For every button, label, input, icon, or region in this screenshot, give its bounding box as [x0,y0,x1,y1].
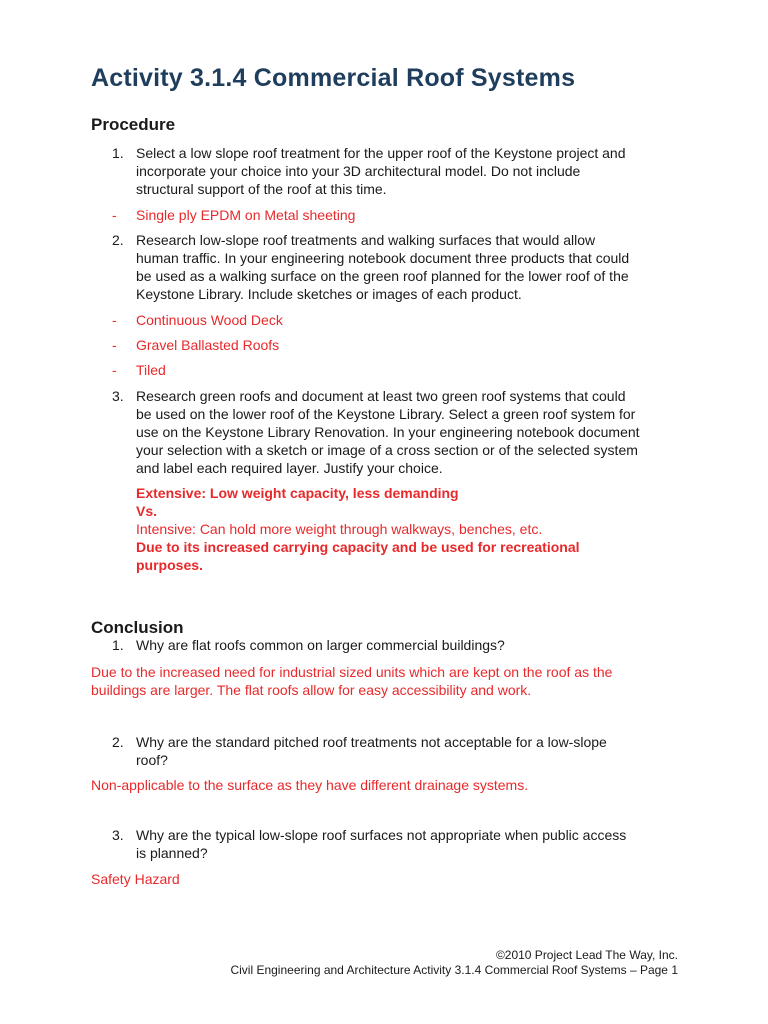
answer-text: Continuous Wood Deck [136,312,283,328]
answer-line: Safety Hazard [91,871,180,887]
question-text [136,636,681,654]
bullet-dash: - [112,337,117,353]
step-line: Research low-slope roof treatments and walking surfaces that would allow [136,232,596,248]
question-line: Why are the typical low-slope roof surfaces not appropriate when public access [136,827,627,843]
bullet-dash: - [112,312,117,328]
step-text [136,144,681,198]
question-text [136,733,681,769]
answer-line: Due to its increased carrying capacity and be used for recreational [136,539,580,555]
conclusion-answer-3 [91,870,671,888]
answer-text: Gravel Ballasted Roofs [136,337,280,353]
answer-line: Extensive: Low weight capacity, less demanding [136,485,459,501]
question-number: 1. [112,637,124,653]
answer-text: Tiled [136,362,166,378]
footer-copyright: ©2010 Project Lead The Way, Inc. [495,948,678,962]
step-text [136,231,681,303]
conclusion-answer-2 [91,776,671,794]
step-line: your selection with a sketch or image of a cross section or of the selected system [136,442,638,458]
step-line: Keystone Library. Include sketches or images of each product. [136,286,522,302]
question-text [136,826,681,862]
footer-page-line: Civil Engineering and Architecture Activity 3.1.4 Commercial Roof Systems – Page 1 [230,963,678,977]
conclusion-heading: Conclusion [91,618,184,637]
conclusion-answer-1 [91,663,671,699]
page-footer [230,948,678,978]
step-number: 2. [112,232,124,248]
step-number: 3. [112,388,124,404]
step-line: incorporate your choice into your 3D architectural model. Do not include [136,163,581,179]
question-line: Why are the standard pitched roof treatments not acceptable for a low-slope [136,734,607,750]
answer-text: Single ply EPDM on Metal sheeting [136,207,356,223]
question-line: is planned? [136,845,208,861]
step-line: use on the Keystone Library Renovation. In your engineering notebook document [136,424,640,440]
answer-line: Non-applicable to the surface as they have different drainage systems. [91,777,529,793]
answer-line: buildings are larger. The flat roofs allow for easy accessibility and work. [91,682,532,698]
answer-line: purposes. [136,557,203,573]
step-line: Select a low slope roof treatment for the upper roof of the Keystone project and [136,145,626,161]
procedure-heading: Procedure [91,115,176,134]
question-number: 3. [112,827,124,843]
question-line: roof? [136,752,168,768]
step-line: be used as a walking surface on the green roof planned for the lower roof of the [136,268,629,284]
step-line: human traffic. In your engineering notebook document three products that could [136,250,630,266]
page-title: Activity 3.1.4 Commercial Roof Systems [91,64,576,92]
step-line: Research green roofs and document at least two green roof systems that could [136,388,626,404]
bullet-dash: - [112,207,117,223]
answer-line: Due to the increased need for industrial sized units which are kept on the roof as the [91,664,613,680]
bullet-dash: - [112,362,117,378]
answer-line: Vs. [136,503,158,519]
step-3-answer [136,484,676,574]
step-line: and label each required layer. Justify your choice. [136,460,443,476]
step-number: 1. [112,145,124,161]
step-line: structural support of the roof at this time. [136,181,387,197]
question-number: 2. [112,734,124,750]
step-text [136,387,681,477]
answer-line: Intensive: Can hold more weight through walkways, benches, etc. [136,521,543,537]
question-line: Why are flat roofs common on larger commercial buildings? [136,637,505,653]
step-line: be used on the lower roof of the Keystone Library. Select a green roof system for [136,406,636,422]
